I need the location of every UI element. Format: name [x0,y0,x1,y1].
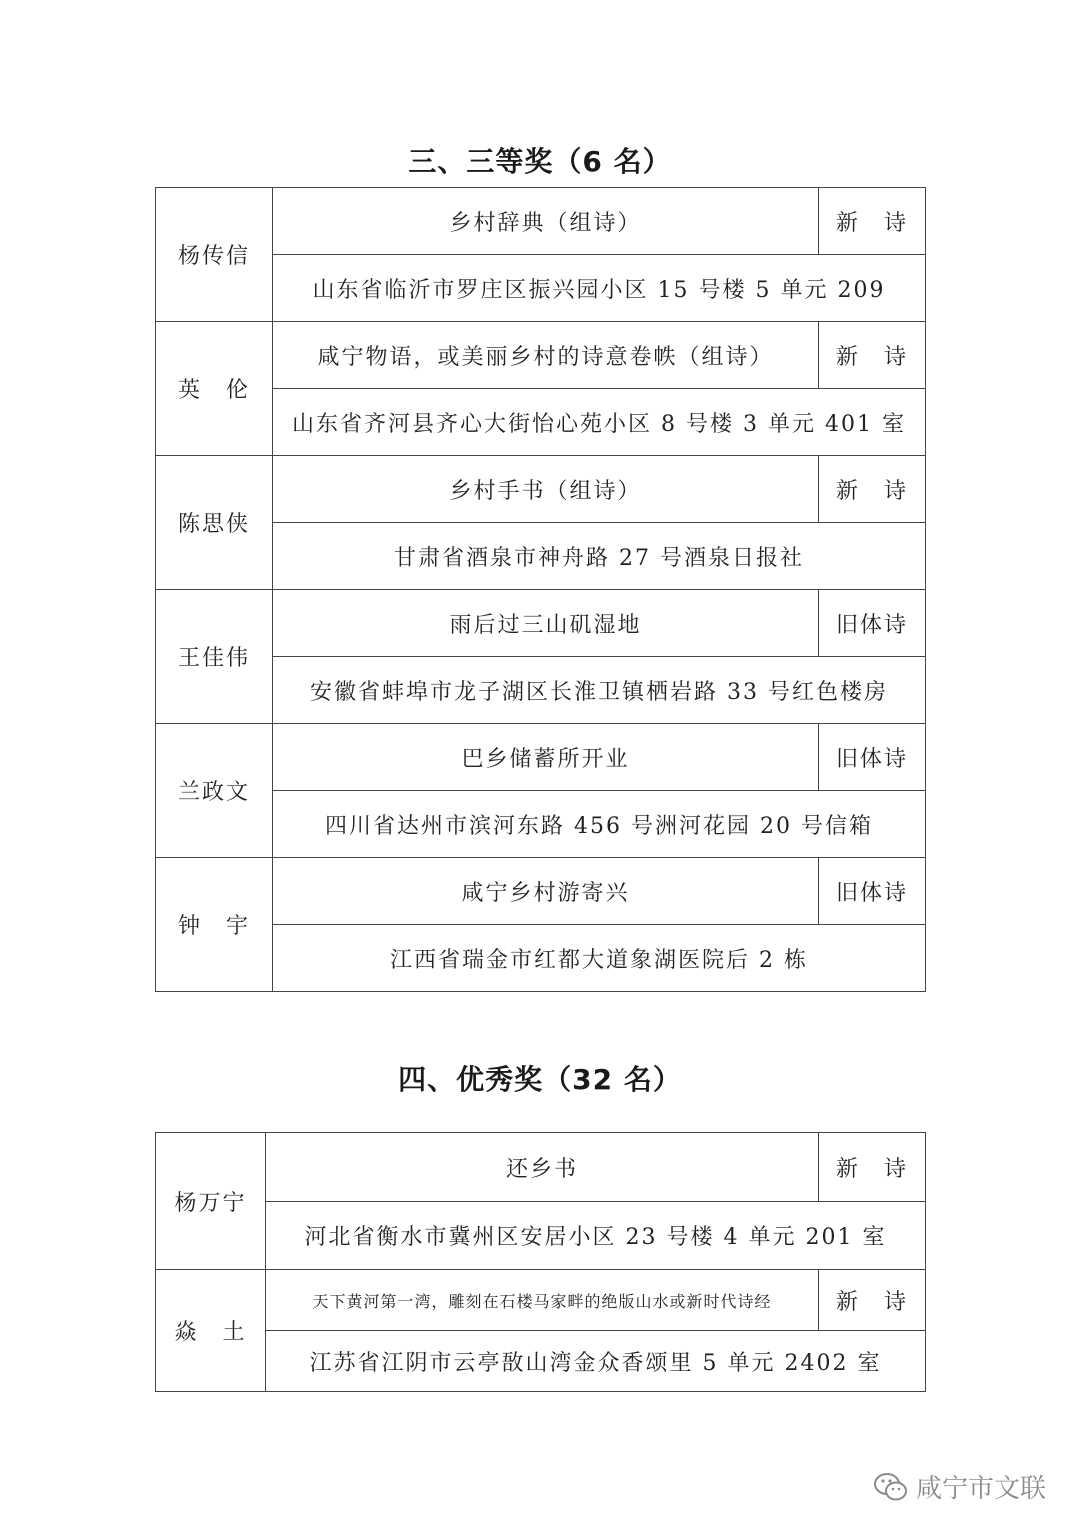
entry-work-title: 咸宁物语，或美丽乡村的诗意卷帙（组诗） [273,322,819,389]
entry-name: 杨万宁 [156,1133,266,1270]
section-title-excellence-prize: 四、优秀奖（32 名） [398,1063,682,1096]
entry-address: 江苏省江阴市云亭敔山湾金众香颂里 5 单元 2402 室 [266,1331,926,1392]
entry-name: 王佳伟 [156,590,273,724]
entry-genre: 旧体诗 [819,590,926,657]
entry-work-title: 天下黄河第一湾，雕刻在石楼马家畔的绝版山水或新时代诗经 [266,1270,819,1331]
entry-genre: 新 诗 [819,188,926,255]
third-prize-table [155,187,926,992]
excellence-prize-table [155,1132,926,1392]
entry-name: 焱 土 [156,1270,266,1392]
entry-genre: 旧体诗 [819,858,926,925]
entry-address: 江西省瑞金市红都大道象湖医院后 2 栋 [273,925,926,992]
entry-address: 甘肃省酒泉市神舟路 27 号酒泉日报社 [273,523,926,590]
entry-work-title: 乡村手书（组诗） [273,456,819,523]
entry-work-title: 还乡书 [266,1133,819,1202]
entry-address: 山东省齐河县齐心大街怡心苑小区 8 号楼 3 单元 401 室 [273,389,926,456]
entry-genre: 新 诗 [819,456,926,523]
entry-address: 四川省达州市滨河东路 456 号洲河花园 20 号信箱 [273,791,926,858]
entry-work-title: 巴乡储蓄所开业 [273,724,819,791]
entry-name: 陈思侠 [156,456,273,590]
entry-work-title: 雨后过三山矶湿地 [273,590,819,657]
wechat-icon [874,1472,908,1502]
entry-name: 杨传信 [156,188,273,322]
entry-genre: 新 诗 [819,1270,926,1331]
entry-address: 河北省衡水市冀州区安居小区 23 号楼 4 单元 201 室 [266,1202,926,1270]
entry-name: 兰政文 [156,724,273,858]
entry-genre: 旧体诗 [819,724,926,791]
entry-address: 安徽省蚌埠市龙子湖区长淮卫镇栖岩路 33 号红色楼房 [273,657,926,724]
entry-work-title: 乡村辞典（组诗） [273,188,819,255]
section-title-third-prize: 三、三等奖（6 名） [408,145,672,178]
watermark-text: 咸宁市文联 [915,1474,1046,1504]
entry-work-title: 咸宁乡村游寄兴 [273,858,819,925]
entry-name: 英 伦 [156,322,273,456]
entry-genre: 新 诗 [819,1133,926,1202]
entry-name: 钟 宇 [156,858,273,992]
entry-genre: 新 诗 [819,322,926,389]
entry-address: 山东省临沂市罗庄区振兴园小区 15 号楼 5 单元 209 [273,255,926,322]
watermark [874,1468,1046,1505]
